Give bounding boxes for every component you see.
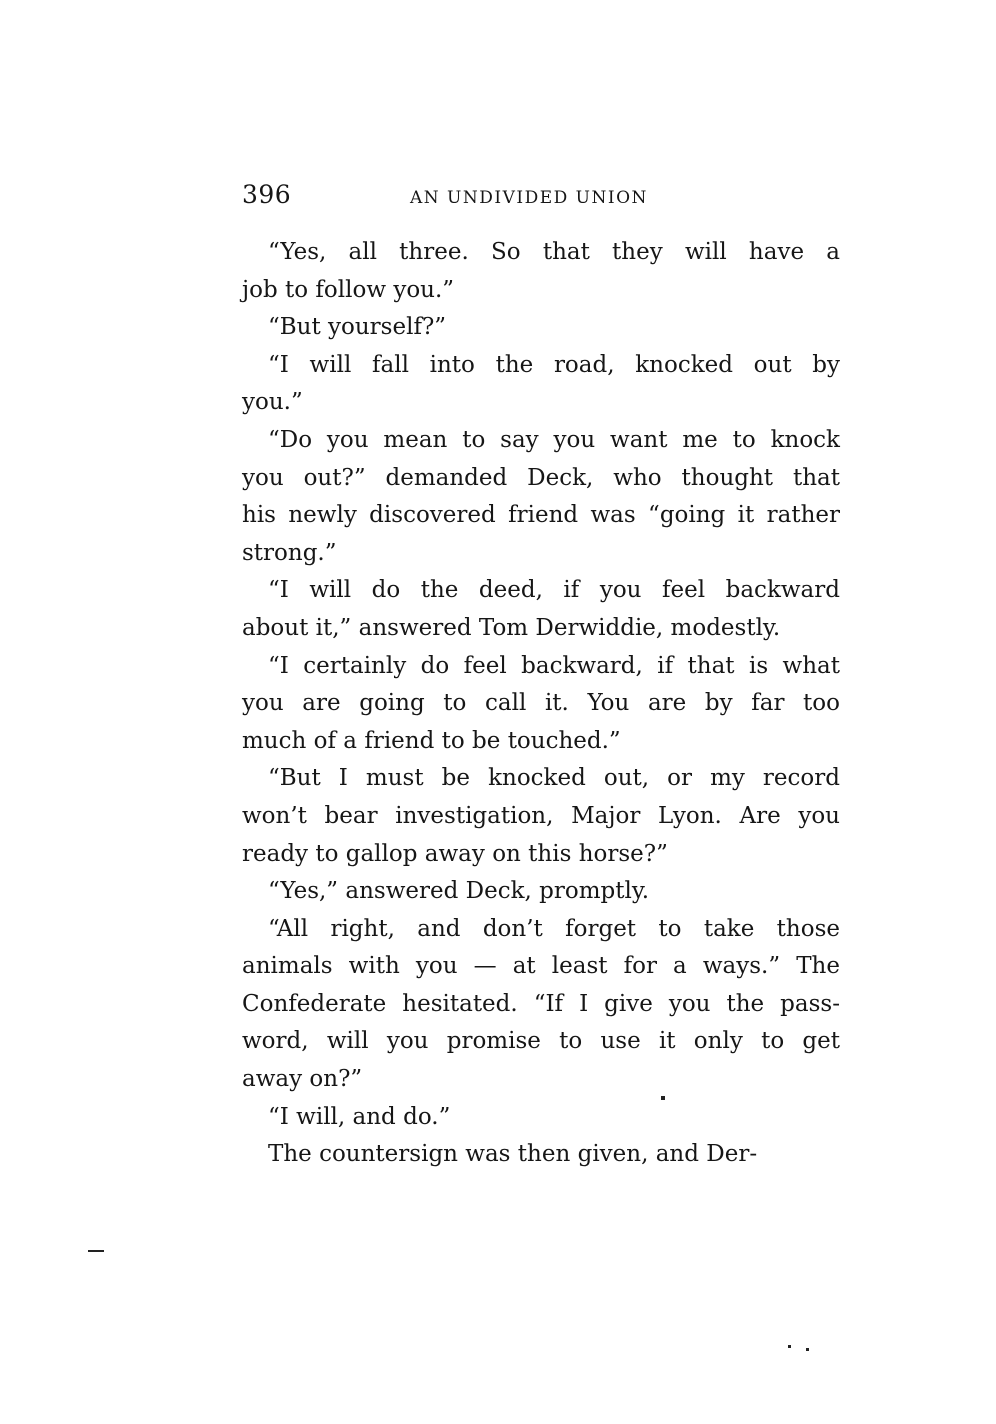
paragraph (242, 1099, 840, 1137)
text-line: you.” (242, 389, 303, 416)
paragraph (242, 760, 840, 873)
text-line: job to follow you.” (242, 276, 455, 303)
text-line: away on?” (242, 1066, 363, 1093)
text-line: you are going to call it. You are by far too (242, 690, 840, 717)
text-line: “Yes, all three. So that they will have a (268, 239, 840, 265)
text-line: “I will do the deed, if you feel backward (268, 577, 840, 604)
text-line: you out?” demanded Deck, who thought that (242, 464, 840, 491)
paragraph (242, 648, 840, 761)
text-line: about it,” answered Tom Derwiddie, modestly. (242, 614, 781, 641)
print-speck (88, 1250, 104, 1252)
body-text (242, 234, 840, 1174)
paragraph (242, 572, 840, 647)
text-line: won’t bear investigation, Major Lyon. Are you (242, 802, 840, 829)
paragraph (242, 234, 840, 309)
text-line: “I certainly do feel backward, if that is what (268, 652, 840, 679)
paragraph (242, 1136, 840, 1174)
text-line: much of a friend to be touched.” (242, 727, 621, 754)
print-speck (661, 1096, 665, 1100)
text-line: Confederate hesitated. “If I give you the pass- (242, 990, 840, 1017)
page-number: 396 (242, 180, 292, 209)
text-line: animals with you — at least for a ways.” The (242, 953, 840, 980)
text-line: “But yourself?” (268, 314, 447, 341)
text-line: ready to gallop away on this horse?” (242, 840, 668, 867)
paragraph (242, 422, 840, 572)
paragraph (242, 309, 840, 347)
print-speck (788, 1345, 791, 1348)
paragraph (242, 873, 840, 911)
text-line: “Do you mean to say you want me to knock (268, 426, 840, 453)
text-line: “All right, and don’t forget to take those (268, 915, 840, 942)
text-line: “I will fall into the road, knocked out by (268, 351, 840, 378)
text-line: his newly discovered friend was “going it rather (242, 502, 840, 529)
text-line: “Yes,” answered Deck, promptly. (268, 878, 650, 905)
running-head: AN UNDIVIDED UNION (410, 188, 648, 208)
text-line: “But I must be knocked out, or my record (268, 765, 840, 792)
text-line: strong.” (242, 539, 337, 566)
paragraph (242, 347, 840, 422)
paragraph (242, 911, 840, 1099)
text-line: word, will you promise to use it only to get (242, 1028, 840, 1055)
print-speck (806, 1348, 809, 1351)
text-line: The countersign was then given, and Der- (268, 1141, 758, 1168)
text-line: “I will, and do.” (268, 1103, 451, 1130)
